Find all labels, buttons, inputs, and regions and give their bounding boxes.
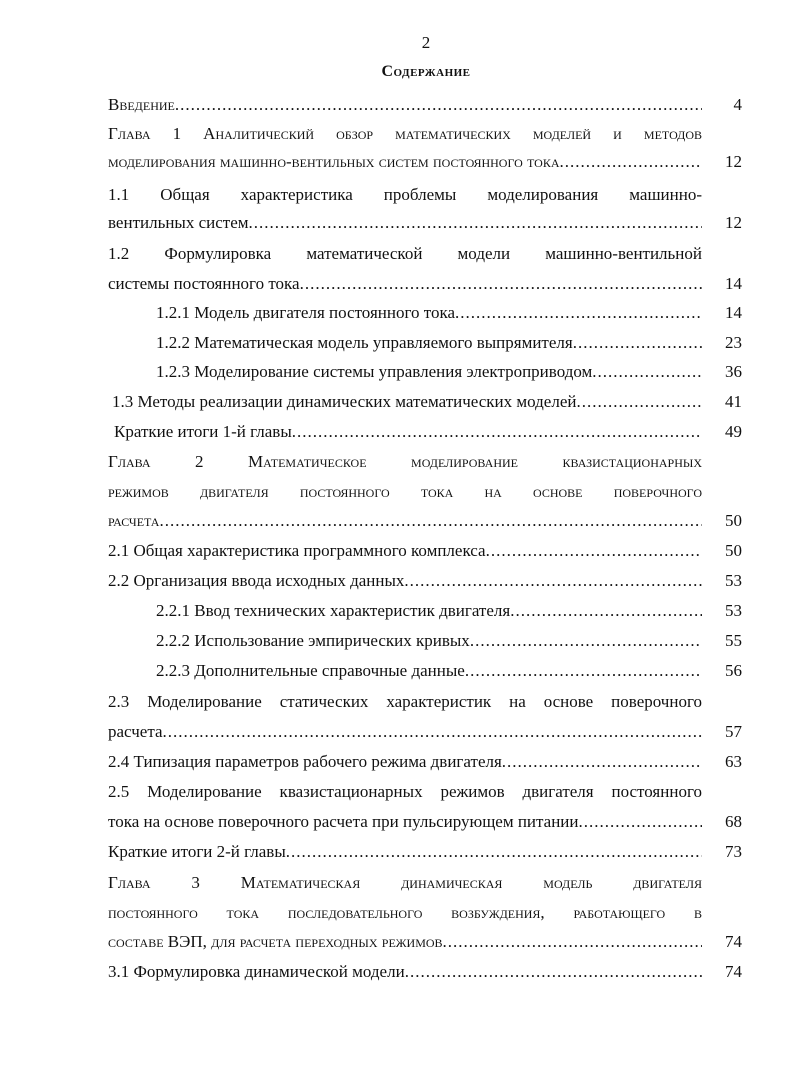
toc-entry-2-2-3[interactable]: [156, 659, 702, 683]
toc-page-number: 53: [725, 571, 742, 590]
toc-entry-label: 2.2.2 Использование эмпирических кривых: [156, 631, 470, 650]
toc-entry-1-2-2[interactable]: [156, 331, 702, 355]
toc-entry-chapter-1-line-1[interactable]: Глава 1 Аналитический обзор математических моделей и методов: [108, 124, 702, 143]
toc-entry-label: Введение: [108, 95, 175, 114]
toc-page-number: 23: [725, 333, 742, 352]
leader-dots: [175, 93, 702, 117]
toc-entry-2-5-line-1[interactable]: 2.5 Моделирование квазистационарных режимов двигателя постоянного: [108, 782, 702, 801]
toc-entry-label: системы постоянного тока: [108, 274, 300, 293]
leader-dots: [405, 960, 702, 984]
leader-dots: [455, 301, 702, 325]
leader-dots: [502, 750, 702, 774]
toc-entry-chapter-2-line-1[interactable]: Глава 2 Математическое моделирование квазистационарных: [108, 452, 702, 471]
leader-dots: [249, 211, 702, 235]
toc-entry-1-1-line-2[interactable]: [108, 211, 702, 235]
toc-entry-2-2-2[interactable]: [156, 629, 702, 653]
toc-entry-chapter-2-line-3[interactable]: [108, 509, 702, 533]
toc-entry-label: 2.2.3 Дополнительные справочные данные: [156, 661, 465, 680]
leader-dots: [159, 509, 702, 533]
toc-entry-chapter-3-line-1[interactable]: Глава 3 Математическая динамическая модель двигателя: [108, 873, 702, 892]
toc-entry-chapter-3-line-3[interactable]: [108, 930, 702, 954]
toc-entry-summary-1[interactable]: [114, 420, 702, 444]
toc-page-number: 4: [733, 95, 742, 114]
leader-dots: [163, 720, 702, 744]
toc-page-number: 55: [725, 631, 742, 650]
toc-page-number: 12: [725, 213, 742, 232]
toc-entry-label: 1.3 Методы реализации динамических математических моделей: [112, 392, 577, 411]
toc-entry-chapter-3-line-2[interactable]: постоянного тока последовательного возбуждения, работающего в: [108, 903, 702, 922]
toc-entry-2-2-1[interactable]: [156, 599, 702, 623]
leader-dots: [510, 599, 702, 623]
toc-entry-label: 1.2.1 Модель двигателя постоянного тока: [156, 303, 456, 322]
leader-dots: [592, 360, 702, 384]
toc-page-number: 74: [725, 962, 742, 981]
toc-page-number: 36: [725, 362, 742, 381]
toc-entry-2-5-line-2[interactable]: [108, 810, 702, 834]
toc-entry-1-2-1[interactable]: [156, 301, 702, 325]
toc-entry-label: 2.1 Общая характеристика программного комплекса: [108, 541, 486, 560]
toc-entry-label: Краткие итоги 1-й главы: [114, 422, 292, 441]
toc-entry-summary-2[interactable]: [108, 840, 702, 864]
toc-entry-label: 2.4 Типизация параметров рабочего режима двигателя: [108, 752, 502, 771]
toc-entry-label: тока на основе поверочного расчета при пульсирующем питании: [108, 812, 579, 831]
toc-entry-2-1[interactable]: [108, 539, 702, 563]
leader-dots: [465, 659, 702, 683]
toc-page-number: 49: [725, 422, 742, 441]
toc-page-number: 12: [725, 152, 742, 171]
toc-page-number: 56: [725, 661, 742, 680]
toc-entry-1-3[interactable]: [112, 390, 702, 414]
toc-entry-label: 2.2 Организация ввода исходных данных: [108, 571, 405, 590]
toc-entry-intro[interactable]: [108, 93, 702, 117]
leader-dots: [486, 539, 702, 563]
toc-entry-label: расчета: [108, 511, 160, 530]
toc-page-number: 57: [725, 722, 742, 741]
leader-dots: [560, 150, 702, 174]
toc-entry-1-2-line-2[interactable]: [108, 272, 702, 296]
toc-entry-label: составе ВЭП, для расчета переходных режимов: [108, 932, 443, 951]
page-number: 2: [421, 33, 431, 52]
toc-entry-chapter-1-line-2[interactable]: [108, 150, 702, 174]
leader-dots: [470, 629, 702, 653]
toc-entry-chapter-2-line-2[interactable]: режимов двигателя постоянного тока на основе поверочного: [108, 482, 702, 501]
toc-page-number: 63: [725, 752, 742, 771]
toc-entry-label: вентильных систем: [108, 213, 249, 232]
leader-dots: [443, 930, 702, 954]
toc-entry-label: Краткие итоги 2-й главы: [108, 842, 286, 861]
toc-page-number: 14: [725, 274, 742, 293]
toc-entry-2-3-line-2[interactable]: [108, 720, 702, 744]
toc-title: Содержание: [381, 63, 471, 80]
toc-entry-2-2[interactable]: [108, 569, 702, 593]
toc-page-number: 50: [725, 541, 742, 560]
toc-entry-label: расчета: [108, 722, 163, 741]
toc-entry-label: моделирования машинно-вентильных систем постоянного тока: [108, 152, 560, 171]
leader-dots: [300, 272, 702, 296]
leader-dots: [576, 390, 702, 414]
toc-page-number: 41: [725, 392, 742, 411]
toc-entry-1-1-line-1[interactable]: 1.1 Общая характеристика проблемы моделирования машинно-: [108, 185, 702, 204]
toc-entry-1-2-line-1[interactable]: 1.2 Формулировка математической модели машинно-вентильной: [108, 244, 702, 263]
leader-dots: [573, 331, 702, 355]
toc-entry-3-1[interactable]: [108, 960, 702, 984]
toc-page-number: 14: [725, 303, 742, 322]
toc-page-number: 74: [725, 932, 742, 951]
leader-dots: [404, 569, 702, 593]
toc-entry-2-4[interactable]: [108, 750, 702, 774]
toc-entry-2-3-line-1[interactable]: 2.3 Моделирование статических характеристик на основе поверочного: [108, 692, 702, 711]
toc-entry-1-2-3[interactable]: [156, 360, 702, 384]
toc-page-number: 50: [725, 511, 742, 530]
toc-entry-label: 3.1 Формулировка динамической модели: [108, 962, 405, 981]
leader-dots: [579, 810, 702, 834]
toc-page-number: 53: [725, 601, 742, 620]
toc-page-number: 68: [725, 812, 742, 831]
leader-dots: [292, 420, 702, 444]
toc-entry-label: 1.2.3 Моделирование системы управления электроприводом: [156, 362, 593, 381]
toc-entry-label: 1.2.2 Математическая модель управляемого выпрямителя: [156, 333, 573, 352]
leader-dots: [286, 840, 702, 864]
toc-page-number: 73: [725, 842, 742, 861]
toc-entry-label: 2.2.1 Ввод технических характеристик двигателя: [156, 601, 511, 620]
